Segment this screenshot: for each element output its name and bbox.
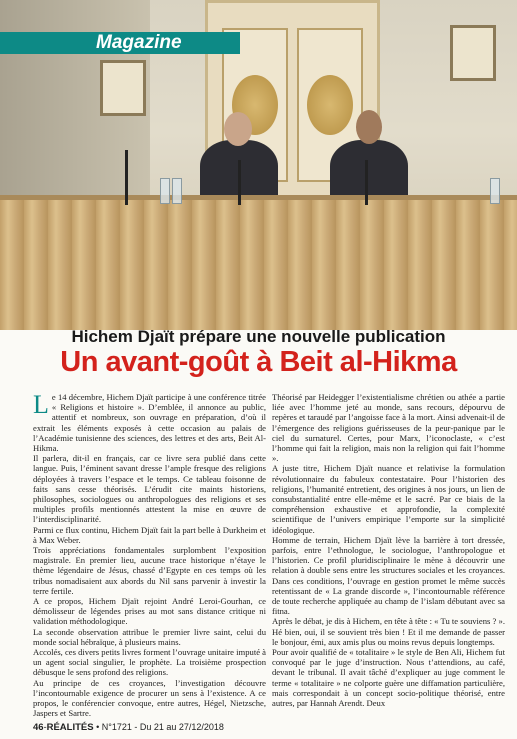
microphone: [125, 150, 128, 205]
paragraph: A juste titre, Hichem Djaït nuance et relativise la formulation révolutionnaire du fabuleux contestataire. Pour l’historien des religions, l’humanité entretient, des origines à nos jours, un lien de consubstantialité entre elle-même et le sacré. Par ce biais de la compréhension exhaustive et approfondie, la complexité scientifique de l’univers empirique l’emporte sur la simplicité idéologique.: [272, 463, 505, 535]
paragraph: Parmi ce flux continu, Hichem Djaït fait la part belle à Durkheim et à Max Weber.: [33, 524, 266, 545]
water-bottle: [160, 178, 170, 204]
paragraph: Après le débat, je dis à Hichem, en tête à tête : « Tu te souviens ? ». Hé bien, oui, il se souvient très bien ! Et il me demande de passer le bonjour, émi, aux amis plus ou moins revus depuis longtemps.: [272, 616, 505, 647]
issue-info: • N°1721 - Du 21 au 27/12/2018: [96, 722, 224, 732]
right-column: [272, 392, 505, 707]
paragraph: Accolés, ces divers petits livres forment l’ouvrage unitaire imputé à un agent social singulier, le prophète. La troisième prospection débusque le sens profond des religions.: [33, 647, 266, 678]
paragraph-rest: e 14 décembre, Hichem Djaït participe à une conférence titrée « Religions et histoire ». D’emblée, il annonce au public, attentif et nombreux, son ouvrage en préparation, d’où il extrait les éléments exposés à cette occasion au palais de l’Académie tunisienne des sciences, des lettres et des arts, Beit Al-Hikma.: [33, 392, 266, 454]
paragraph: [33, 392, 266, 453]
table-drape: [0, 200, 517, 330]
wall-frame: [450, 25, 496, 81]
microphone: [238, 160, 241, 205]
paragraph: Au principe de ces croyances, l’investigation découvre l’incontournable exigence de procurer un sens à l’existence. A ce propos, le conférencier convoque, entre autres, Hégel, Nietzsche, Jaspers et Sartre.: [33, 677, 266, 719]
speaker-1-head: [224, 112, 252, 146]
paragraph: A ce propos, Hichem Djaït rejoint André Leroi-Gourhan, ce démolisseur de légendes prises au mot sans distance critique ni validation méthodologique.: [33, 596, 266, 627]
paragraph: La seconde observation attribue le premier livre saint, celui du monde social hébraïque, à plusieurs mains.: [33, 626, 266, 647]
speaker-2-head: [356, 110, 382, 144]
headline: Un avant-goût à Beit al-Hikma: [60, 346, 457, 378]
paragraph: Il parlera, dit-il en français, car ce livre sera publié dans cette langue. Puis, l’éminent savant dresse l’ample fresque des religions déployées à travers l’espace et le temps. Ce tableau foisonne de faits sans cesse théorisés. L’érudit cite maints historiens, philosophes, sociologues ou anthropologues des religions et ses multiples profils mentionnés attestent la mise en œuvre de l’interdisciplinarité.: [33, 453, 266, 525]
water-bottle: [172, 178, 182, 204]
magazine-name: RÉALITÉS: [46, 722, 94, 733]
microphone: [365, 160, 368, 205]
left-column: [33, 390, 266, 719]
wall-frame: [100, 60, 146, 116]
paragraph: Trois appréciations fondamentales surplombent l’exposition magistrale. En premier lieu, aucune trace historique n’étaye le thème légendaire de Jésus, chassé d’Egypte en ces temps où les tribus nomadisaient aux abords du Nil sans parvenir à investir la terre fertile.: [33, 545, 266, 596]
kicker: Hichem Djaït prépare une nouvelle publication: [71, 327, 446, 346]
section-banner: [0, 32, 240, 54]
water-bottle: [490, 178, 500, 204]
paragraph: Homme de terrain, Hichem Djaït lève la barrière à tort dressée, parfois, entre l’ethnologue, le sociologue, l’anthropologue et l’historien. Ce profil pluridisciplinaire le mène à découvrir une relation à double sens entre les structures sociales et les croyances. Dans ces conditions, l’ouvrage en gestion promet le même succès retentissant de « La grande discorde », l’incontournable référence de toute recherche appliquée au champ de l’islam débutant avec sa fitna.: [272, 534, 505, 617]
page-footer: 46-RÉALITÉS • N°1721 - Du 21 au 27/12/2018: [33, 722, 224, 733]
paragraph: Théorisé par Heidegger l’existentialisme chrétien ou athée a partie liée avec l’homme jeté au monde, sans recours, dépourvu de repères et taraudé par l’angoisse face à la mort. Ainsi advenait-il de l’émergence des religions guérisseuses de la peur-panique par le ciel du surnaturel. Certes, pour Marx, l’iconoclaste, « c’est l’homme qui fait la religion, mais non la religion qui fait l’homme ».: [272, 392, 505, 464]
page-number: 46: [33, 722, 44, 733]
paragraph: Pour avoir qualifié de « totalitaire » le style de Ben Ali, Hichem fut convoqué par le juge d’instruction. Nous t’attendions, au café, devant le tribunal. Il avait tâché d’expliquer au juge comment le terme « totalitaire » ne colporte guère une diffamation particulière, mais correspondait à un concept socio-politique théorisé, entre autres, par Hannah Arendt. Deux: [272, 647, 505, 709]
drop-cap: L: [33, 390, 49, 419]
section-label: Magazine: [96, 32, 182, 53]
